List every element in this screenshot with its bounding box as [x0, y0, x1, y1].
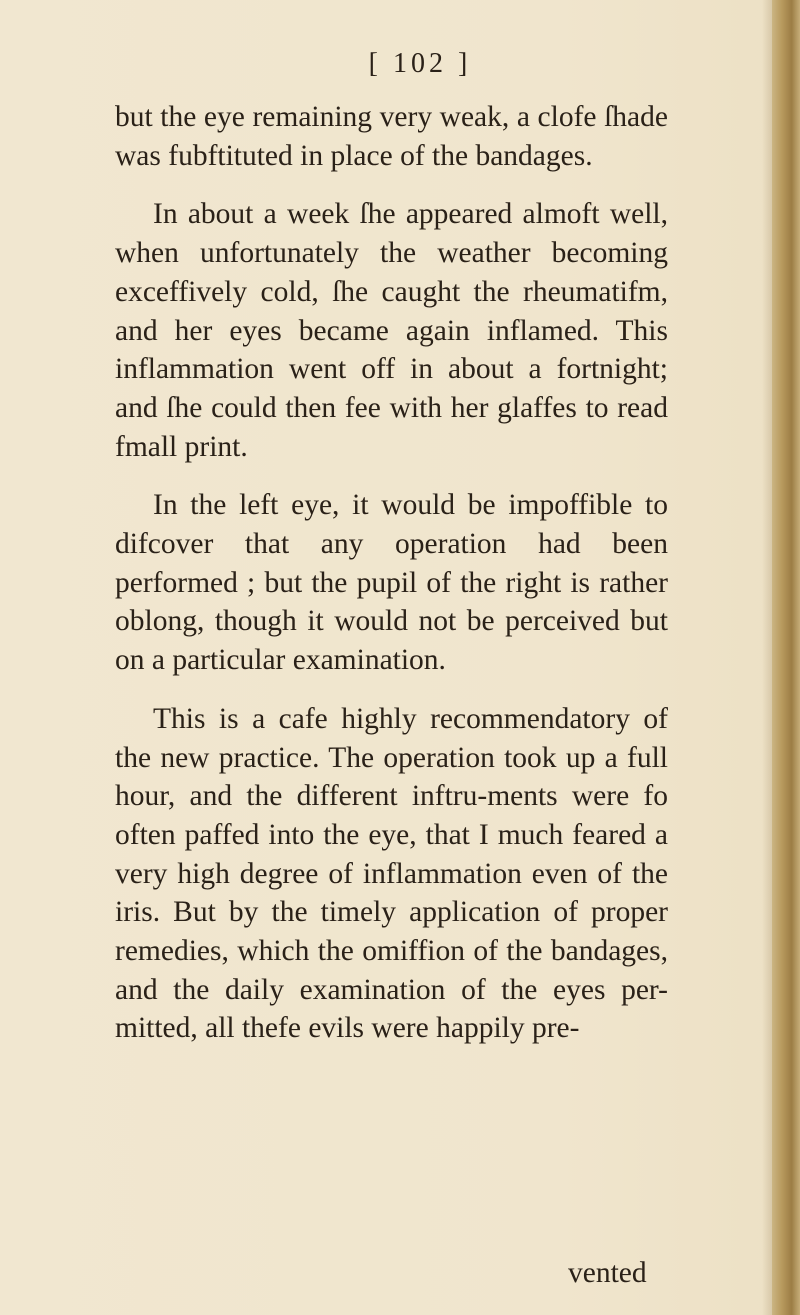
- paragraph-1: but the eye remaining very weak, a clofe ſhade was fubftituted in place of the bandages.: [115, 101, 668, 172]
- paragraph-2: In about a week ſhe appeared almoft well, when unfortunately the weather becoming exceffively cold, ſhe caught the rheumatifm, and her eyes became again inflamed. This inflammation went off in about a fortnight; and ſhe could then fee with her glaffes to read fmall print.: [115, 198, 668, 463]
- page-number-header: [ 102 ]: [368, 48, 472, 79]
- paragraph-3: In the left eye, it would be impoffible to difcover that any operation had been performed ; but the pupil of the right is rather oblong, though it would not be perceived but on a particular examination.: [115, 489, 668, 677]
- body-text: [115, 98, 668, 1048]
- catchword: vented: [568, 1257, 647, 1289]
- page-gutter-shadow: [762, 0, 772, 1315]
- paragraph-4: This is a cafe highly recommendatory of the new practice. The operation took up a full hour, and the different inftru-ments were fo often paffed into the eye, that I much feared a very high degree of inflammation even of the iris. But by the timely application of proper remedies, which the omiffion of the bandages, and the daily examination of the eyes per-mitted, all thefe evils were happily pre-: [115, 702, 668, 1045]
- page-edge: [772, 0, 800, 1315]
